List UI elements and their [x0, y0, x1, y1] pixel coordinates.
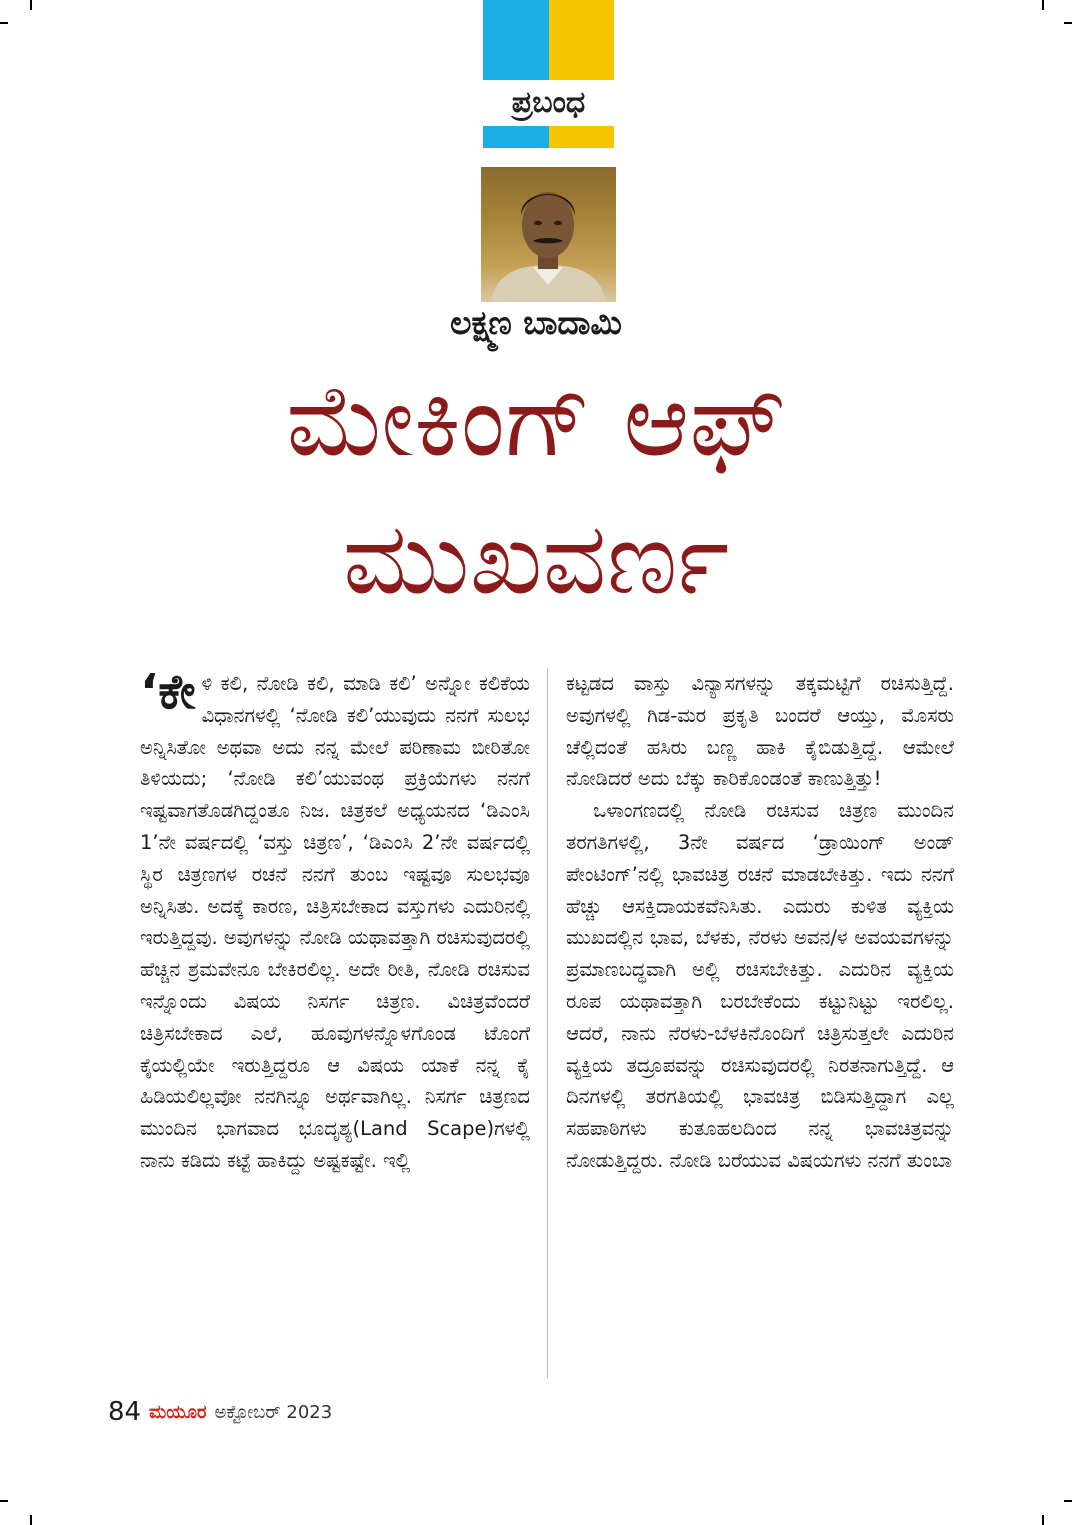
crop-mark [0, 22, 8, 24]
category-label: ಪ್ರಬಂಧ [483, 80, 614, 126]
crop-mark [0, 1500, 8, 1502]
article-title-line-1: ಮೇಕಿಂಗ್ ಆಫ್ [286, 362, 786, 479]
crop-mark [1064, 22, 1072, 24]
article-paragraph-text: ಳಿ ಕಲಿ, ನೋಡಿ ಕಲಿ, ಮಾಡಿ ಕಲಿ’ ಅನ್ನೋ ಕಲಿಕೆಯ ವಿಧಾನಗಳಲ್ಲಿ ‘ನೋಡಿ ಕಲಿ’ಯುವುದು ನನಗೆ ಸುಲಭ ಅನ್ನಿಸಿತೋ ಅಥವಾ ಅದು ನನ್ನ ಮೇಲೆ ಪರಿಣಾಮ ಬೀರಿತೋ ತಿಳಿಯದು; ‘ನೋಡಿ ಕಲಿ’ಯುವಂಥ ಪ್ರಕ್ರಿಯೆಗಳು ನನಗೆ ಇಷ್ಟವಾಗತೊಡಗಿದ್ದಂತೂ ನಿಜ. ಚಿತ್ರಕಲೆ ಅಧ್ಯಯನದ ‘ಡಿಎಂಸಿ 1’ನೇ ವರ್ಷದಲ್ಲಿ ‘ವಸ್ತು ಚಿತ್ರಣ’, ‘ಡಿಎಂಸಿ 2’ನೇ ವರ್ಷದಲ್ಲಿ ಸ್ಥಿರ ಚಿತ್ರಣಗಳ ರಚನೆ ನನಗೆ ತುಂಬ ಇಷ್ಟವೂ ಸುಲಭವೂ ಅನ್ನಿಸಿತು. ಅದಕ್ಕೆ ಕಾರಣ, ಚಿತ್ರಿಸಬೇಕಾದ ವಸ್ತುಗಳು ಎದುರಿನಲ್ಲಿ ಇರುತ್ತಿದ್ದವು. ಅವುಗಳನ್ನು ನೋಡಿ ಯಥಾವತ್ತಾಗಿ ರಚಿಸುವುದರಲ್ಲಿ ಹೆಚ್ಚಿನ ಶ್ರಮವೇನೂ ಬೇಕಿರಲಿಲ್ಲ. ಅದೇ ರೀತಿ, ನೋಡಿ ರಚಿಸುವ ಇನ್ನೊಂದು ವಿಷಯ ನಿಸರ್ಗ ಚಿತ್ರಣ. ವಿಚಿತ್ರವೆಂದರೆ ಚಿತ್ರಿಸಬೇಕಾದ ಎಲೆ, ಹೂವುಗಳನ್ನೊಳಗೊಂಡ ಟೊಂಗೆ ಕೈಯಲ್ಲಿಯೇ ಇರುತ್ತಿದ್ದರೂ ಆ ವಿಷಯ ಯಾಕೆ ನನ್ನ ಕೈ ಹಿಡಿಯಲಿಲ್ಲವೋ ನನಗಿನ್ನೂ ಅರ್ಥವಾಗಿಲ್ಲ. ನಿಸರ್ಗ ಚಿತ್ರಣದ ಮುಂದಿನ ಭಾಗವಾದ ಭೂದೃಶ್ಯ(Land Scape)ಗಳಲ್ಲಿ ನಾನು ಕಡಿದು ಕಟ್ಟೆ ಹಾಕಿದ್ದು ಅಷ್ಟಕಷ್ಟೇ. ಇಲ್ಲಿ [140, 672, 530, 1172]
category-badge [483, 0, 614, 148]
category-color-block [483, 0, 614, 80]
article-paragraph: ಒಳಾಂಗಣದಲ್ಲಿ ನೋಡಿ ರಚಿಸುವ ಚಿತ್ರಣ ಮುಂದಿನ ತರಗತಿಗಳಲ್ಲಿ, 3ನೇ ವರ್ಷದ ‘ಡ್ರಾಯಿಂಗ್ ಅಂಡ್ ಪೇಂಟಿಂಗ್’ನಲ್ಲಿ ಭಾವಚಿತ್ರ ರಚನೆ ಮಾಡಬೇಕಿತ್ತು. ಇದು ನನಗೆ ಹೆಚ್ಚು ಆಸಕ್ತಿದಾಯಕವೆನಿಸಿತು. ಎದುರು ಕುಳಿತ ವ್ಯಕ್ತಿಯ ಮುಖದಲ್ಲಿನ ಭಾವ, ಬೆಳಕು, ನೆರಳು ಅವನ/ಳ ಅವಯವಗಳನ್ನು ಪ್ರಮಾಣಬದ್ಧವಾಗಿ ಅಲ್ಲಿ ರಚಿಸಬೇಕಿತ್ತು. ಎದುರಿನ ವ್ಯಕ್ತಿಯ ರೂಪ ಯಥಾವತ್ತಾಗಿ ಬರಬೇಕೆಂದು ಕಟ್ಟುನಿಟ್ಟು ಇರಲಿಲ್ಲ. ಆದರೆ, ನಾನು ನೆರಳು-ಬೆಳಕಿನೊಂದಿಗೆ ಚಿತ್ರಿಸುತ್ತಲೇ ಎದುರಿನ ವ್ಯಕ್ತಿಯ ತದ್ರೂಪವನ್ನು ರಚಿಸುವುದರಲ್ಲಿ ನಿರತನಾಗುತ್ತಿದ್ದೆ. ಆ ದಿನಗಳಲ್ಲಿ ತರಗತಿಯಲ್ಲಿ ಭಾವಚಿತ್ರ ಬಿಡಿಸುತ್ತಿದ್ದಾಗ ಎಲ್ಲ ಸಹಪಾಠಿಗಳು ಕುತೂಹಲದಿಂದ ನನ್ನ ಭಾವಚಿತ್ರವನ್ನು ನೋಡುತ್ತಿದ್ದರು. ನೋಡಿ ಬರೆಯುವ ವಿಷಯಗಳು ನನಗೆ ತುಂಬಾ [566, 799, 954, 1172]
article-column-left [140, 668, 530, 1378]
article-paragraph [140, 668, 530, 1177]
magazine-name: ಮಯೂರ [149, 1401, 207, 1423]
issue-date: ಅಕ್ಟೋಬರ್ 2023 [214, 1401, 333, 1423]
crop-mark [1064, 1500, 1072, 1502]
crop-mark [30, 1515, 32, 1525]
author-name: ಲಕ್ಷ್ಮಣ ಬಾದಾಮಿ [450, 303, 622, 342]
drop-cap: ‘ಕೇ [140, 668, 196, 720]
article-title-line-2: ಮುಖವರ್ಣ [342, 500, 730, 617]
page-footer [108, 1394, 332, 1430]
column-divider [547, 668, 548, 1378]
article-paragraph: ಕಟ್ಟಡದ ವಾಸ್ತು ವಿನ್ಯಾಸಗಳನ್ನು ತಕ್ಕಮಟ್ಟಿಗೆ ರಚಿಸುತ್ತಿದ್ದೆ. ಅವುಗಳಲ್ಲಿ ಗಿಡ-ಮರ ಪ್ರಕೃತಿ ಬಂದರೆ ಆಯ್ತು, ಮೊಸರು ಚೆಲ್ಲಿದಂತೆ ಹಸಿರು ಬಣ್ಣ ಹಾಕಿ ಕೈಬಿಡುತ್ತಿದ್ದೆ. ಆಮೇಲೆ ನೋಡಿದರೆ ಅದು ಬೆಕ್ಕು ಕಾರಿಕೊಂಡಂತೆ ಕಾಣುತ್ತಿತ್ತು! [566, 672, 954, 791]
crop-mark [1042, 0, 1044, 10]
crop-mark [1042, 1515, 1044, 1525]
article-column-right [566, 668, 954, 1378]
author-photo [481, 167, 616, 302]
page-number: 84 [108, 1397, 142, 1427]
author-portrait-image [481, 167, 616, 302]
crop-mark [30, 0, 32, 10]
category-color-strip [483, 126, 614, 148]
